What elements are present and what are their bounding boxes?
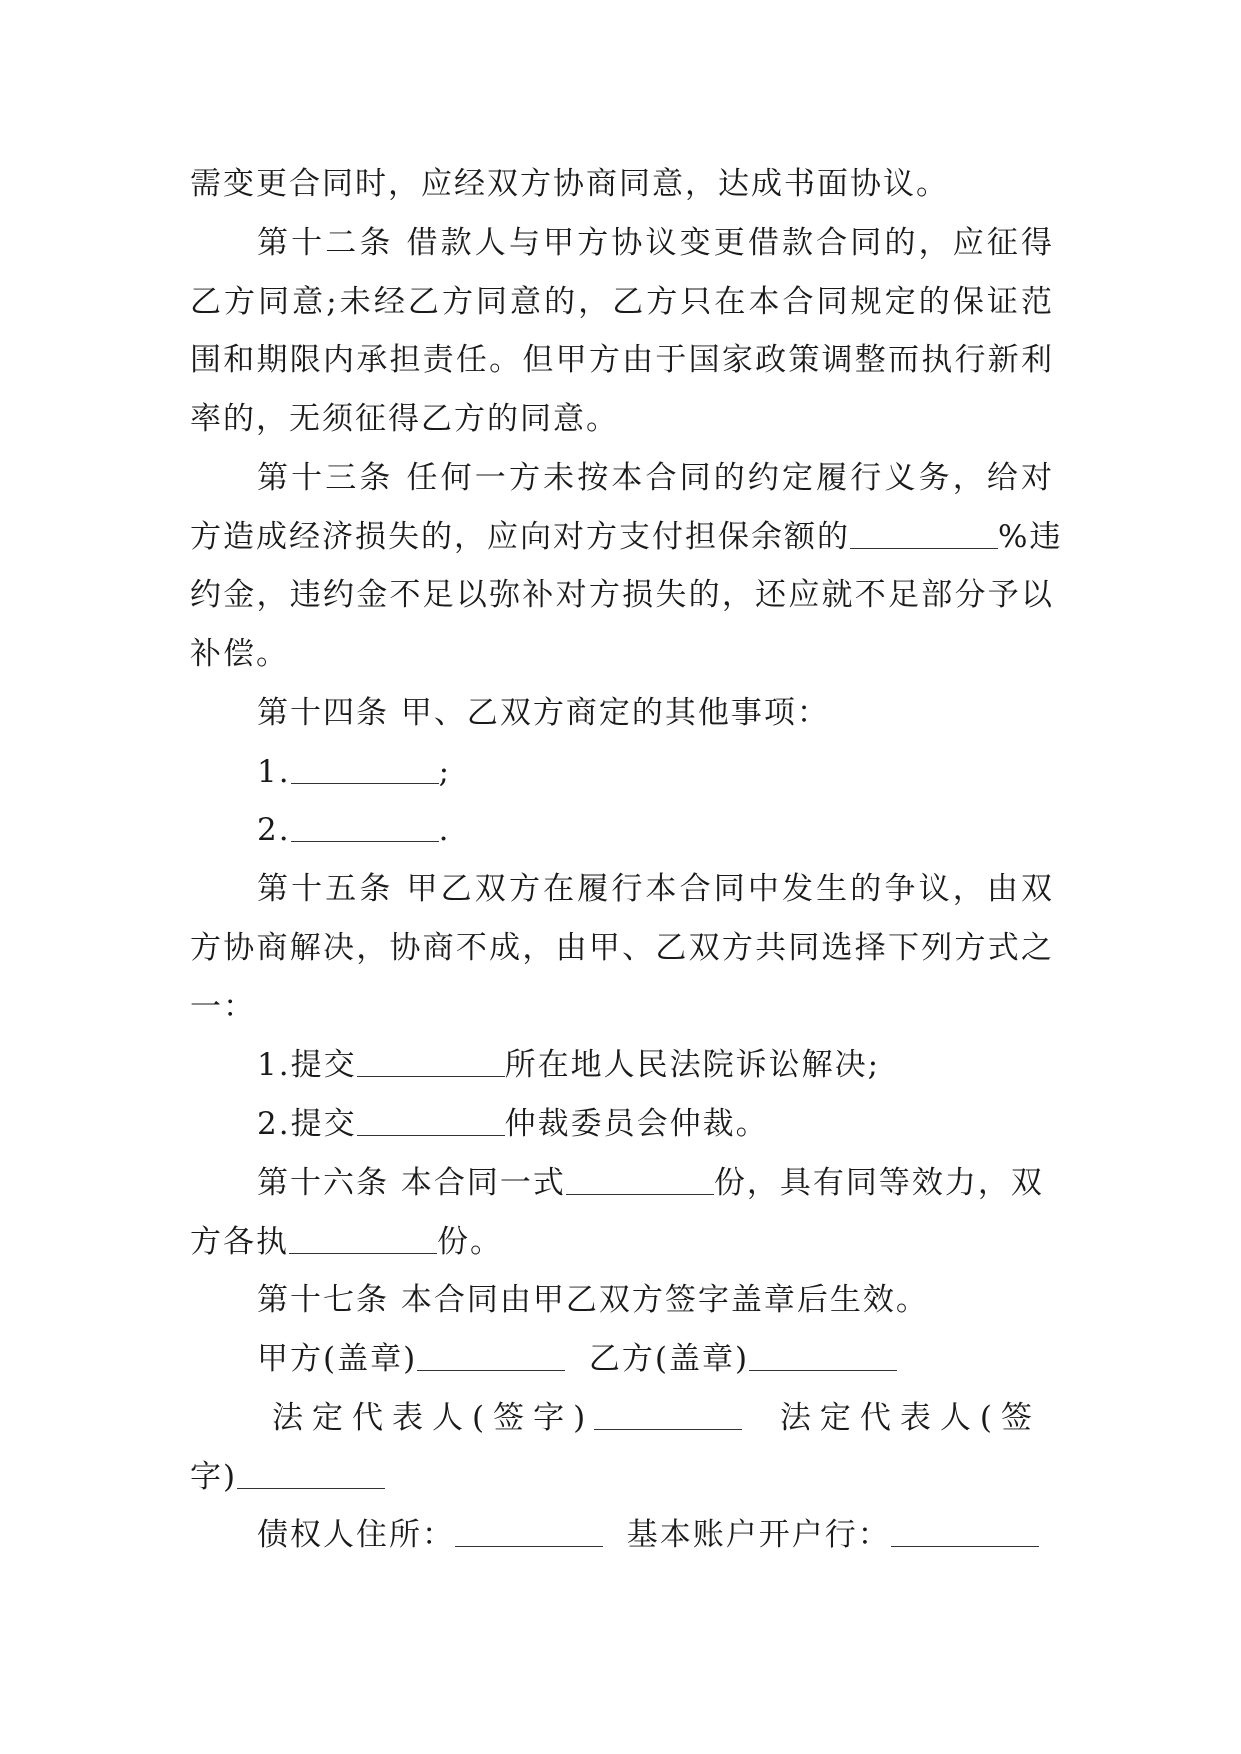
text-line: 方协商解决，协商不成，由甲、乙双方共同选择下列方式之 bbox=[190, 930, 1052, 966]
fill-blank bbox=[850, 518, 998, 549]
list-item: 2.提交 仲裁委员会仲裁。 bbox=[257, 1106, 769, 1142]
list-item: 1. ; bbox=[257, 754, 452, 790]
article-12-line: 第十二条 借款人与甲方协议变更借款合同的，应征得 bbox=[257, 225, 1052, 261]
text-line: 需变更合同时，应经双方协商同意，达成书面协议。 bbox=[190, 166, 949, 202]
text-line: 方造成经济损失的，应向对方支付担保余额的 %违 bbox=[190, 519, 1063, 555]
text-line: 乙方同意;未经乙方同意的，乙方只在本合同规定的保证范 bbox=[190, 284, 1052, 320]
fill-blank bbox=[291, 811, 439, 842]
fill-blank bbox=[417, 1340, 565, 1371]
text-line: 围和期限内承担责任。但甲方由于国家政策调整而执行新利 bbox=[190, 342, 1052, 378]
text-line: 字) bbox=[190, 1453, 1052, 1501]
fill-blank bbox=[455, 1516, 603, 1547]
fill-blank bbox=[357, 1105, 505, 1136]
fill-blank bbox=[289, 1223, 437, 1254]
signature-line: 法定代表人(签字) 法定代表人(签 bbox=[272, 1400, 1042, 1436]
list-item: 1.提交 所在地人民法院诉讼解决; bbox=[257, 1047, 881, 1083]
text-line: 补偿。 bbox=[190, 636, 289, 672]
fill-blank bbox=[237, 1458, 385, 1489]
fill-blank bbox=[594, 1399, 742, 1430]
text-line: 约金，违约金不足以弥补对方损失的，还应就不足部分予以 bbox=[190, 577, 1052, 613]
fill-blank bbox=[357, 1046, 505, 1077]
fill-blank bbox=[291, 753, 439, 784]
article-16-line: 第十六条 本合同一式 份，具有同等效力，双 bbox=[257, 1165, 1044, 1201]
article-15-line: 第十五条 甲乙双方在履行本合同中发生的争议，由双 bbox=[257, 871, 1052, 907]
text-line: 方各执 份。 bbox=[190, 1224, 503, 1260]
fill-blank bbox=[566, 1164, 714, 1195]
fill-blank bbox=[749, 1340, 897, 1371]
article-14-line: 第十四条 甲、乙双方商定的其他事项： bbox=[257, 695, 830, 731]
fill-blank bbox=[891, 1516, 1039, 1547]
signature-line: 甲方(盖章) 乙方(盖章) bbox=[257, 1335, 1052, 1383]
text-line: 一： bbox=[190, 989, 256, 1025]
text-line: 率的，无须征得乙方的同意。 bbox=[190, 401, 619, 437]
list-item: 2. . bbox=[257, 812, 451, 848]
creditor-info-line: 债权人住所： 基本账户开户行： bbox=[257, 1511, 1052, 1559]
article-13-line: 第十三条 任何一方未按本合同的约定履行义务，给对 bbox=[257, 460, 1052, 496]
article-17-line: 第十七条 本合同由甲乙双方签字盖章后生效。 bbox=[257, 1282, 929, 1318]
